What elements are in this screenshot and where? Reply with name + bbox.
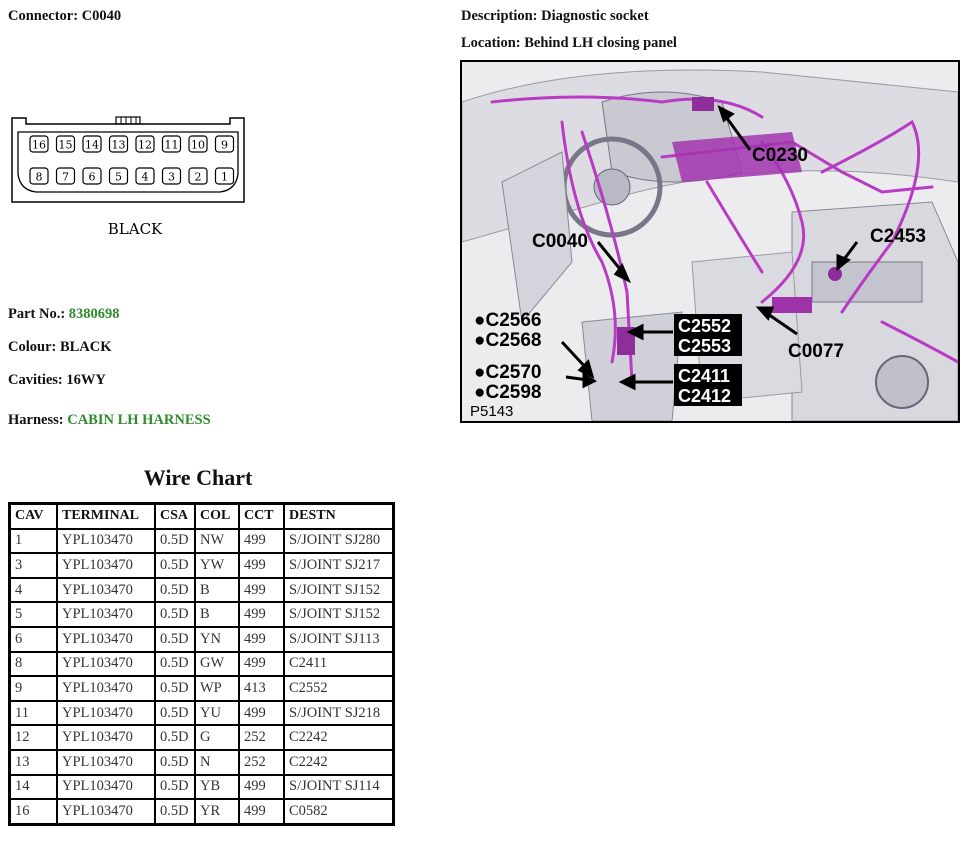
cell-col: YB xyxy=(195,775,239,800)
table-row xyxy=(10,799,394,824)
cell-terminal: YPL103470 xyxy=(57,799,155,824)
cell-col: NW xyxy=(195,529,239,554)
cell-cct: 413 xyxy=(239,676,284,701)
cell-terminal: YPL103470 xyxy=(57,775,155,800)
cell-cct: 252 xyxy=(239,725,284,750)
callout-c2568: ●C2568 xyxy=(474,330,542,351)
cell-terminal: YPL103470 xyxy=(57,553,155,578)
header-col: COL xyxy=(195,504,239,529)
callout-c2570: ●C2570 xyxy=(474,362,542,383)
connector-line xyxy=(8,8,121,25)
callout-c2553: C2553 xyxy=(678,336,732,356)
cell-cav: 8 xyxy=(10,652,58,677)
cell-cct: 499 xyxy=(239,701,284,726)
pin-label-4: 4 xyxy=(141,170,149,184)
cavities-line xyxy=(8,372,106,389)
connector-value: C0040 xyxy=(81,8,122,24)
pin-label-9: 9 xyxy=(221,138,228,152)
colour-value: BLACK xyxy=(59,339,112,355)
cell-terminal: YPL103470 xyxy=(57,676,155,701)
diagram-caption: BLACK xyxy=(107,220,163,238)
callout-c0230: C0230 xyxy=(752,145,808,166)
cell-cct: 499 xyxy=(239,578,284,603)
cell-terminal: YPL103470 xyxy=(57,529,155,554)
table-row xyxy=(10,750,394,775)
cell-cav: 4 xyxy=(10,578,58,603)
cell-cav: 12 xyxy=(10,725,58,750)
cell-csa: 0.5D xyxy=(155,701,195,726)
cell-col: YN xyxy=(195,627,239,652)
cell-destn: C2242 xyxy=(284,750,394,775)
table-row xyxy=(10,725,394,750)
pin-label-5: 5 xyxy=(115,170,122,184)
pin-label-12: 12 xyxy=(138,138,152,152)
table-row xyxy=(10,775,394,800)
pin-label-7: 7 xyxy=(62,170,69,184)
description-value: Diagnostic socket xyxy=(541,8,649,24)
cell-destn: C2242 xyxy=(284,725,394,750)
cell-csa: 0.5D xyxy=(155,627,195,652)
part-number-label: Part No.: xyxy=(8,306,66,322)
colour-label: Colour: xyxy=(8,339,57,355)
pin-label-15: 15 xyxy=(58,138,73,152)
header-csa: CSA xyxy=(155,504,195,529)
cell-destn: C0582 xyxy=(284,799,394,824)
photo-reference: P5143 xyxy=(470,403,514,420)
callout-c0077: C0077 xyxy=(788,341,844,362)
description-label: Description: xyxy=(461,8,538,24)
cell-destn: S/JOINT SJ152 xyxy=(284,578,394,603)
connector-label: Connector: xyxy=(8,8,79,24)
cell-col: B xyxy=(195,602,239,627)
cell-cct: 499 xyxy=(239,627,284,652)
cell-destn: S/JOINT SJ114 xyxy=(284,775,394,800)
cell-cav: 5 xyxy=(10,602,58,627)
cell-col: B xyxy=(195,578,239,603)
cell-col: YR xyxy=(195,799,239,824)
harness-value[interactable]: CABIN LH HARNESS xyxy=(67,412,211,428)
cell-cct: 499 xyxy=(239,553,284,578)
bottom-pin-row xyxy=(30,168,234,184)
table-row xyxy=(10,676,394,701)
cell-csa: 0.5D xyxy=(155,676,195,701)
cell-destn: C2411 xyxy=(284,652,394,677)
pin-label-13: 13 xyxy=(111,138,126,152)
cell-csa: 0.5D xyxy=(155,775,195,800)
table-row xyxy=(10,602,394,627)
header-destn: DESTN xyxy=(284,504,394,529)
pin-label-10: 10 xyxy=(191,138,205,152)
part-number-value[interactable]: 8380698 xyxy=(68,306,120,322)
table-row xyxy=(10,578,394,603)
part-number-line xyxy=(8,306,120,323)
wire-chart-header-row xyxy=(10,504,394,529)
wire-chart-table xyxy=(8,502,395,826)
cell-csa: 0.5D xyxy=(155,529,195,554)
cell-destn: S/JOINT SJ280 xyxy=(284,529,394,554)
wire-chart-body xyxy=(10,529,394,825)
cell-destn: C2552 xyxy=(284,676,394,701)
header-terminal: TERMINAL xyxy=(57,504,155,529)
cell-cct: 252 xyxy=(239,750,284,775)
callout-c0040: C0040 xyxy=(532,231,588,252)
cell-csa: 0.5D xyxy=(155,799,195,824)
table-row xyxy=(10,553,394,578)
cell-cav: 14 xyxy=(10,775,58,800)
cell-destn: S/JOINT SJ152 xyxy=(284,602,394,627)
location-line xyxy=(461,35,677,52)
callout-c2552: C2552 xyxy=(678,316,732,336)
harness-line xyxy=(8,412,211,429)
pin-label-8: 8 xyxy=(35,170,43,184)
table-row xyxy=(10,627,394,652)
cell-terminal: YPL103470 xyxy=(57,701,155,726)
top-pin-row xyxy=(30,136,234,152)
table-row xyxy=(10,701,394,726)
location-illustration xyxy=(460,60,960,423)
cell-cav: 1 xyxy=(10,529,58,554)
table-row xyxy=(10,529,394,554)
cell-cct: 499 xyxy=(239,529,284,554)
cell-cct: 499 xyxy=(239,799,284,824)
cell-terminal: YPL103470 xyxy=(57,750,155,775)
cell-cav: 6 xyxy=(10,627,58,652)
location-value: Behind LH closing panel xyxy=(524,35,677,51)
cell-terminal: YPL103470 xyxy=(57,627,155,652)
description-line xyxy=(461,8,649,25)
cell-col: YW xyxy=(195,553,239,578)
cell-cav: 11 xyxy=(10,701,58,726)
location-label: Location: xyxy=(461,35,521,51)
cell-terminal: YPL103470 xyxy=(57,652,155,677)
pin-label-11: 11 xyxy=(164,138,179,152)
pin-label-2: 2 xyxy=(194,170,202,184)
cell-destn: S/JOINT SJ218 xyxy=(284,701,394,726)
callout-c2412: C2412 xyxy=(678,386,732,406)
cell-csa: 0.5D xyxy=(155,553,195,578)
cell-cav: 3 xyxy=(10,553,58,578)
cell-cav: 9 xyxy=(10,676,58,701)
cell-col: N xyxy=(195,750,239,775)
cell-cav: 16 xyxy=(10,799,58,824)
callout-c2598: ●C2598 xyxy=(474,382,542,403)
pin-label-3: 3 xyxy=(168,170,175,184)
header-cct: CCT xyxy=(239,504,284,529)
harness-label: Harness: xyxy=(8,412,64,428)
cell-terminal: YPL103470 xyxy=(57,602,155,627)
cell-csa: 0.5D xyxy=(155,602,195,627)
cell-destn: S/JOINT SJ113 xyxy=(284,627,394,652)
cell-csa: 0.5D xyxy=(155,578,195,603)
table-row xyxy=(10,652,394,677)
cell-terminal: YPL103470 xyxy=(57,725,155,750)
cell-col: G xyxy=(195,725,239,750)
housing-outline xyxy=(12,118,244,202)
callout-c2411: C2411 xyxy=(678,366,731,386)
cell-terminal: YPL103470 xyxy=(57,578,155,603)
wire-chart-title: Wire Chart xyxy=(143,465,253,490)
cavities-value: 16WY xyxy=(66,372,106,388)
colour-line xyxy=(8,339,112,356)
cell-cct: 499 xyxy=(239,602,284,627)
header-cav: CAV xyxy=(10,504,58,529)
cell-cct: 499 xyxy=(239,775,284,800)
cavities-label: Cavities: xyxy=(8,372,63,388)
cell-col: GW xyxy=(195,652,239,677)
callout-c2566: ●C2566 xyxy=(474,310,542,331)
cell-csa: 0.5D xyxy=(155,750,195,775)
cell-csa: 0.5D xyxy=(155,725,195,750)
callout-c2453: C2453 xyxy=(870,226,926,247)
pin-label-1: 1 xyxy=(221,170,228,184)
cell-cav: 13 xyxy=(10,750,58,775)
dashboard-wiring-illustration xyxy=(462,62,958,421)
cell-col: YU xyxy=(195,701,239,726)
pin-label-14: 14 xyxy=(85,138,99,152)
cell-cct: 499 xyxy=(239,652,284,677)
cell-csa: 0.5D xyxy=(155,652,195,677)
pin-label-16: 16 xyxy=(32,138,46,152)
connector-face-diagram xyxy=(8,112,253,242)
pin-label-6: 6 xyxy=(88,170,96,184)
cell-col: WP xyxy=(195,676,239,701)
cell-destn: S/JOINT SJ217 xyxy=(284,553,394,578)
